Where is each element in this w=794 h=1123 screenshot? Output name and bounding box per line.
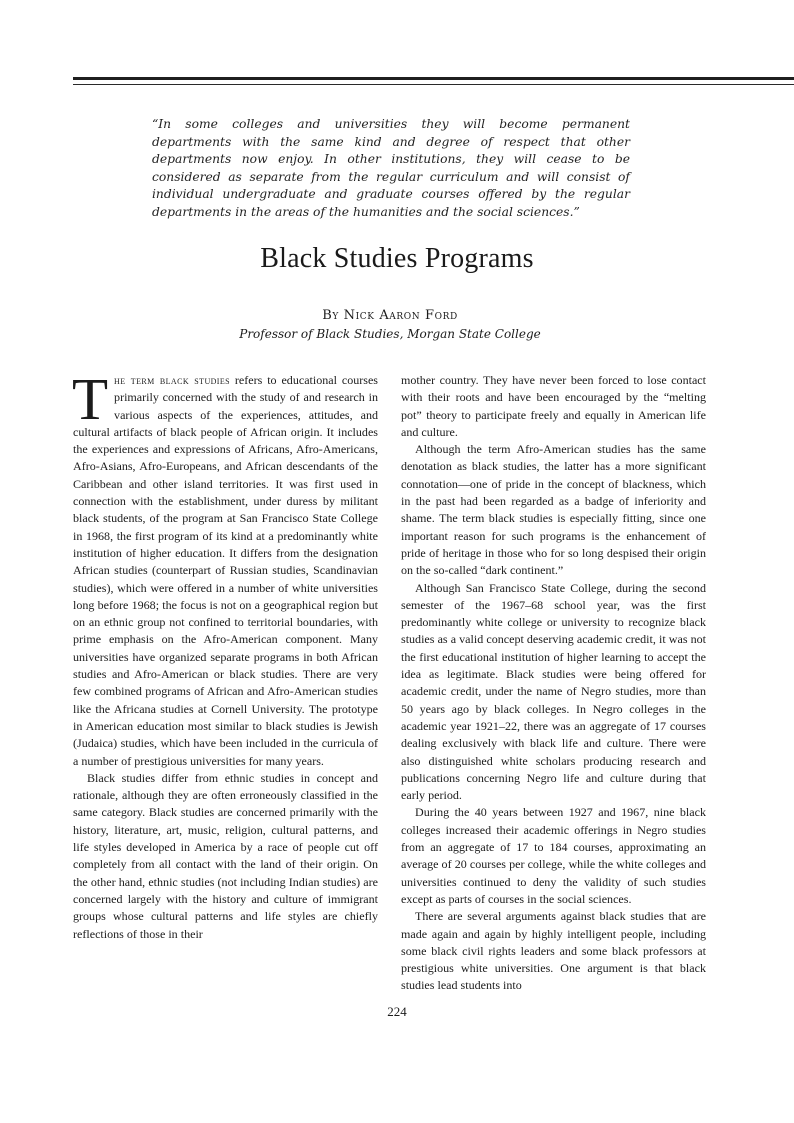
paragraph-7: There are several arguments against black studies that are made again and again by highly intelligent people, including some black civil rights leaders and some black professors at prestigious white universities. One argument is that black studies lead students into xyxy=(401,909,706,993)
author-affiliation: Professor of Black Studies, Morgan State College xyxy=(239,327,541,341)
paragraph-5: Although San Francisco State College, during the second semester of the 1967–68 school year, was the first predominantly white college or university to recognize black studies as a valid concept deserving academic credit, it was not the first educational institution of higher learning to accept the idea as legitimate. Black studies were being offered for academic credit, under the name of Negro studies, more than 50 years ago by black colleges. In Negro colleges in the academic year 1921–22, there was an aggregate of 17 courses dealing exclusively with black life and culture. There were also distinguished white scholars producing research and publications concerning Negro life and culture during that early period. xyxy=(401,580,706,803)
paragraph-1-text: refers to educational courses primarily concerned with the study of and research in various aspects of the experiences, attitudes, and cultural artifacts of black people of African origin. It includes the experiences and expressions of Africans, Afro-Americans, Afro-Asians, Afro-Europeans, and African descendants of the Caribbean and other island territories. It was first used in connection with the establishment, under duress by militant black students, of the program at San Francisco State College in 1968, the first program of its kind at a predominantly white institution of higher education. It differs from the designation African studies (counterpart of Russian studies, Scandinavian studies), which were offered in a number of white universities long before 1968; the focus is not on a geographical region but on an ethnic group not confined to territorial boundaries, with prime emphasis on the Afro-American component. Many universities have organized separate programs in both African studies and Afro-American or black studies. There are very few combined programs of African and Afro-American studies like the Africana studies at Cornell University. The prototype in American education most similar to black studies is Jewish (Judaica) studies, which have been included in the curricula of a number of prestigious universities for many years. xyxy=(73,373,378,768)
paragraph-2: Black studies differ from ethnic studies in concept and rationale, although they are often erroneously classified in the same category. Black studies are concerned primarily with the history, literature, art, music, religion, cultural patterns, and life styles developed in America by a race of people cut off completely from all contact with the land of their origin. On the other hand, ethnic studies (not including Indian studies) are concerned largely with the history and culture of immigrant groups whose cultural patterns and life styles are chiefly reflections of those in their xyxy=(73,770,378,941)
header-rule-thin xyxy=(73,84,794,85)
right-column xyxy=(401,372,706,995)
header-rule-thick xyxy=(73,77,794,80)
paragraph-3: mother country. They have never been forced to lose contact with their roots and have been encouraged by the “melting pot” theory to participate freely and equally in American life and culture. xyxy=(401,373,706,439)
left-column xyxy=(72,366,378,943)
paragraph-6: During the 40 years between 1927 and 1967, nine black colleges increased their academic offerings in Negro studies from an aggregate of 17 to 184 courses, approximating an average of 20 courses per college, while the white colleges and universities continued to deny the validity of such studies except as parts of courses in the social sciences. xyxy=(401,805,706,906)
author-byline: By Nick Aaron Ford xyxy=(322,308,458,323)
epigraph-quote: “In some colleges and universities they will become permanent departments with the same kind and degree of respect that other departments now enjoy. In other institutions, they will cease to be considered as separate from the regular curriculum and will consist of individual undergraduate and graduate courses offered by the regular departments in the areas of the humanities and the social sciences.” xyxy=(152,117,630,219)
drop-cap: T xyxy=(72,366,109,432)
paragraph-4: Although the term Afro-American studies has the same denotation as black studies, the latter has a more significant connotation—one of pride in the concept of blackness, which in the past had been regarded as a badge of inferiority and shame. The term black studies is especially fitting, since one important reason for such programs is the enhancement of pride of heritage in those who for so long despised their origin on the so-called “dark continent.” xyxy=(401,442,706,578)
article-title: Black Studies Programs xyxy=(260,243,534,274)
lead-in-smallcaps: he term black studies xyxy=(114,373,230,387)
paragraph-1 xyxy=(72,366,378,770)
page-number: 224 xyxy=(387,1004,407,1019)
